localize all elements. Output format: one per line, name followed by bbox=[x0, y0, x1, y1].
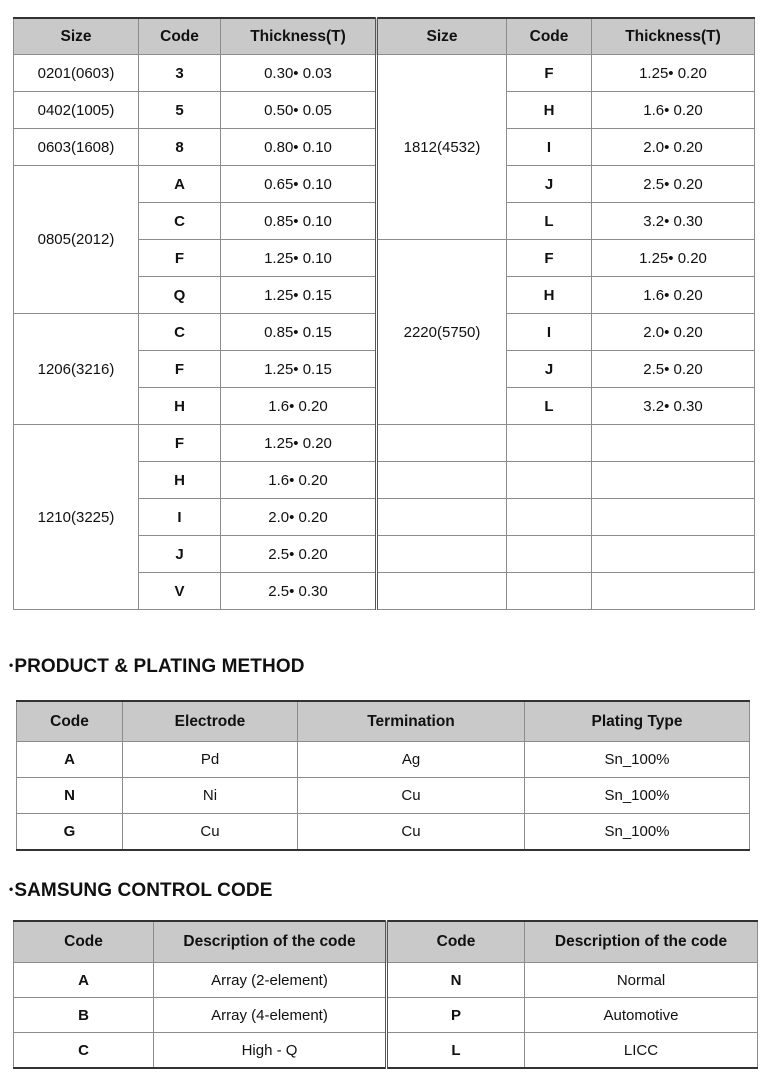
empty-cell bbox=[507, 536, 592, 573]
code-cell: G bbox=[17, 814, 123, 851]
empty-cell bbox=[592, 536, 755, 573]
thickness-cell: 1.6• 0.20 bbox=[592, 277, 755, 314]
code-header: Code bbox=[14, 921, 154, 963]
control-code-table bbox=[13, 920, 758, 1069]
termination-cell: Cu bbox=[298, 778, 525, 814]
table-row bbox=[17, 742, 750, 778]
thickness-header: Thickness(T) bbox=[592, 18, 755, 55]
description-cell: Normal bbox=[525, 963, 758, 998]
code-cell: 5 bbox=[139, 92, 221, 129]
size-thickness-table bbox=[13, 17, 755, 610]
table-header-row bbox=[17, 701, 750, 742]
size-cell: 1206(3216) bbox=[14, 314, 139, 425]
size-cell: 2220(5750) bbox=[377, 240, 507, 425]
table-row bbox=[14, 998, 758, 1033]
thickness-cell: 1.25• 0.20 bbox=[221, 425, 377, 462]
code-cell: P bbox=[387, 998, 525, 1033]
bullet-icon: • bbox=[9, 658, 14, 672]
thickness-cell: 1.25• 0.10 bbox=[221, 240, 377, 277]
empty-cell bbox=[377, 536, 507, 573]
termination-header: Termination bbox=[298, 701, 525, 742]
table-row bbox=[14, 963, 758, 998]
description-cell: Array (2-element) bbox=[154, 963, 387, 998]
thickness-cell: 0.50• 0.05 bbox=[221, 92, 377, 129]
code-header: Code bbox=[387, 921, 525, 963]
code-cell: F bbox=[139, 351, 221, 388]
code-cell: I bbox=[507, 314, 592, 351]
code-cell: F bbox=[139, 425, 221, 462]
size-cell: 0603(1608) bbox=[14, 129, 139, 166]
thickness-cell: 1.25• 0.15 bbox=[221, 277, 377, 314]
thickness-cell: 1.6• 0.20 bbox=[592, 92, 755, 129]
plating-title-text: PRODUCT & PLATING METHOD bbox=[14, 656, 305, 677]
size-cell: 0402(1005) bbox=[14, 92, 139, 129]
empty-cell bbox=[507, 573, 592, 610]
code-cell: F bbox=[507, 55, 592, 92]
thickness-cell: 3.2• 0.30 bbox=[592, 203, 755, 240]
code-cell: H bbox=[139, 388, 221, 425]
thickness-cell: 1.6• 0.20 bbox=[221, 462, 377, 499]
code-cell: F bbox=[507, 240, 592, 277]
electrode-cell: Pd bbox=[123, 742, 298, 778]
electrode-header: Electrode bbox=[123, 701, 298, 742]
code-cell: C bbox=[139, 203, 221, 240]
code-cell: F bbox=[139, 240, 221, 277]
description-header: Description of the code bbox=[525, 921, 758, 963]
thickness-header: Thickness(T) bbox=[221, 18, 377, 55]
empty-cell bbox=[592, 462, 755, 499]
termination-cell: Cu bbox=[298, 814, 525, 851]
table-row bbox=[14, 55, 755, 92]
code-cell: A bbox=[14, 963, 154, 998]
plating-table bbox=[16, 700, 750, 851]
thickness-cell: 1.25• 0.20 bbox=[592, 55, 755, 92]
termination-cell: Ag bbox=[298, 742, 525, 778]
plating-type-header: Plating Type bbox=[525, 701, 750, 742]
code-cell: I bbox=[507, 129, 592, 166]
description-cell: Automotive bbox=[525, 998, 758, 1033]
thickness-cell: 0.65• 0.10 bbox=[221, 166, 377, 203]
code-cell: L bbox=[507, 203, 592, 240]
control-section-title bbox=[9, 880, 272, 902]
empty-cell bbox=[592, 425, 755, 462]
empty-cell bbox=[592, 499, 755, 536]
thickness-cell: 2.0• 0.20 bbox=[221, 499, 377, 536]
code-cell: 8 bbox=[139, 129, 221, 166]
thickness-cell: 1.25• 0.20 bbox=[592, 240, 755, 277]
code-cell: Q bbox=[139, 277, 221, 314]
thickness-cell: 1.25• 0.15 bbox=[221, 351, 377, 388]
table-row bbox=[17, 814, 750, 851]
code-cell: J bbox=[507, 166, 592, 203]
empty-cell bbox=[377, 499, 507, 536]
description-cell: Array (4-element) bbox=[154, 998, 387, 1033]
code-cell: I bbox=[139, 499, 221, 536]
code-cell: A bbox=[17, 742, 123, 778]
size-cell: 0805(2012) bbox=[14, 166, 139, 314]
empty-cell bbox=[377, 462, 507, 499]
thickness-cell: 0.85• 0.10 bbox=[221, 203, 377, 240]
code-cell: H bbox=[139, 462, 221, 499]
table-header-row bbox=[14, 921, 758, 963]
code-cell: J bbox=[507, 351, 592, 388]
size-cell: 0201(0603) bbox=[14, 55, 139, 92]
code-cell: N bbox=[387, 963, 525, 998]
size-cell: 1812(4532) bbox=[377, 55, 507, 240]
electrode-cell: Cu bbox=[123, 814, 298, 851]
code-cell: V bbox=[139, 573, 221, 610]
code-cell: 3 bbox=[139, 55, 221, 92]
plating-section-title bbox=[9, 656, 305, 678]
table-header-row bbox=[14, 18, 755, 55]
description-cell: LICC bbox=[525, 1033, 758, 1069]
table-row bbox=[14, 1033, 758, 1069]
code-cell: A bbox=[139, 166, 221, 203]
code-header: Code bbox=[139, 18, 221, 55]
description-header: Description of the code bbox=[154, 921, 387, 963]
empty-cell bbox=[507, 499, 592, 536]
thickness-cell: 3.2• 0.30 bbox=[592, 388, 755, 425]
code-cell: L bbox=[507, 388, 592, 425]
thickness-cell: 2.5• 0.20 bbox=[592, 351, 755, 388]
electrode-cell: Ni bbox=[123, 778, 298, 814]
size-header: Size bbox=[14, 18, 139, 55]
thickness-cell: 2.5• 0.30 bbox=[221, 573, 377, 610]
bullet-icon: • bbox=[9, 882, 14, 896]
control-title-text: SAMSUNG CONTROL CODE bbox=[14, 880, 273, 901]
code-cell: L bbox=[387, 1033, 525, 1069]
code-cell: H bbox=[507, 92, 592, 129]
thickness-cell: 2.0• 0.20 bbox=[592, 314, 755, 351]
thickness-cell: 0.30• 0.03 bbox=[221, 55, 377, 92]
table-row bbox=[14, 425, 755, 462]
plating-cell: Sn_100% bbox=[525, 778, 750, 814]
plating-cell: Sn_100% bbox=[525, 814, 750, 851]
plating-cell: Sn_100% bbox=[525, 742, 750, 778]
thickness-cell: 2.0• 0.20 bbox=[592, 129, 755, 166]
empty-cell bbox=[377, 573, 507, 610]
code-header: Code bbox=[507, 18, 592, 55]
size-header: Size bbox=[377, 18, 507, 55]
empty-cell bbox=[592, 573, 755, 610]
empty-cell bbox=[507, 462, 592, 499]
thickness-cell: 2.5• 0.20 bbox=[221, 536, 377, 573]
thickness-cell: 0.80• 0.10 bbox=[221, 129, 377, 166]
empty-cell bbox=[507, 425, 592, 462]
size-cell: 1210(3225) bbox=[14, 425, 139, 610]
thickness-cell: 2.5• 0.20 bbox=[592, 166, 755, 203]
code-header: Code bbox=[17, 701, 123, 742]
empty-cell bbox=[377, 425, 507, 462]
code-cell: H bbox=[507, 277, 592, 314]
description-cell: High - Q bbox=[154, 1033, 387, 1069]
code-cell: C bbox=[14, 1033, 154, 1069]
code-cell: J bbox=[139, 536, 221, 573]
thickness-cell: 0.85• 0.15 bbox=[221, 314, 377, 351]
table-row bbox=[17, 778, 750, 814]
thickness-cell: 1.6• 0.20 bbox=[221, 388, 377, 425]
code-cell: C bbox=[139, 314, 221, 351]
code-cell: N bbox=[17, 778, 123, 814]
code-cell: B bbox=[14, 998, 154, 1033]
